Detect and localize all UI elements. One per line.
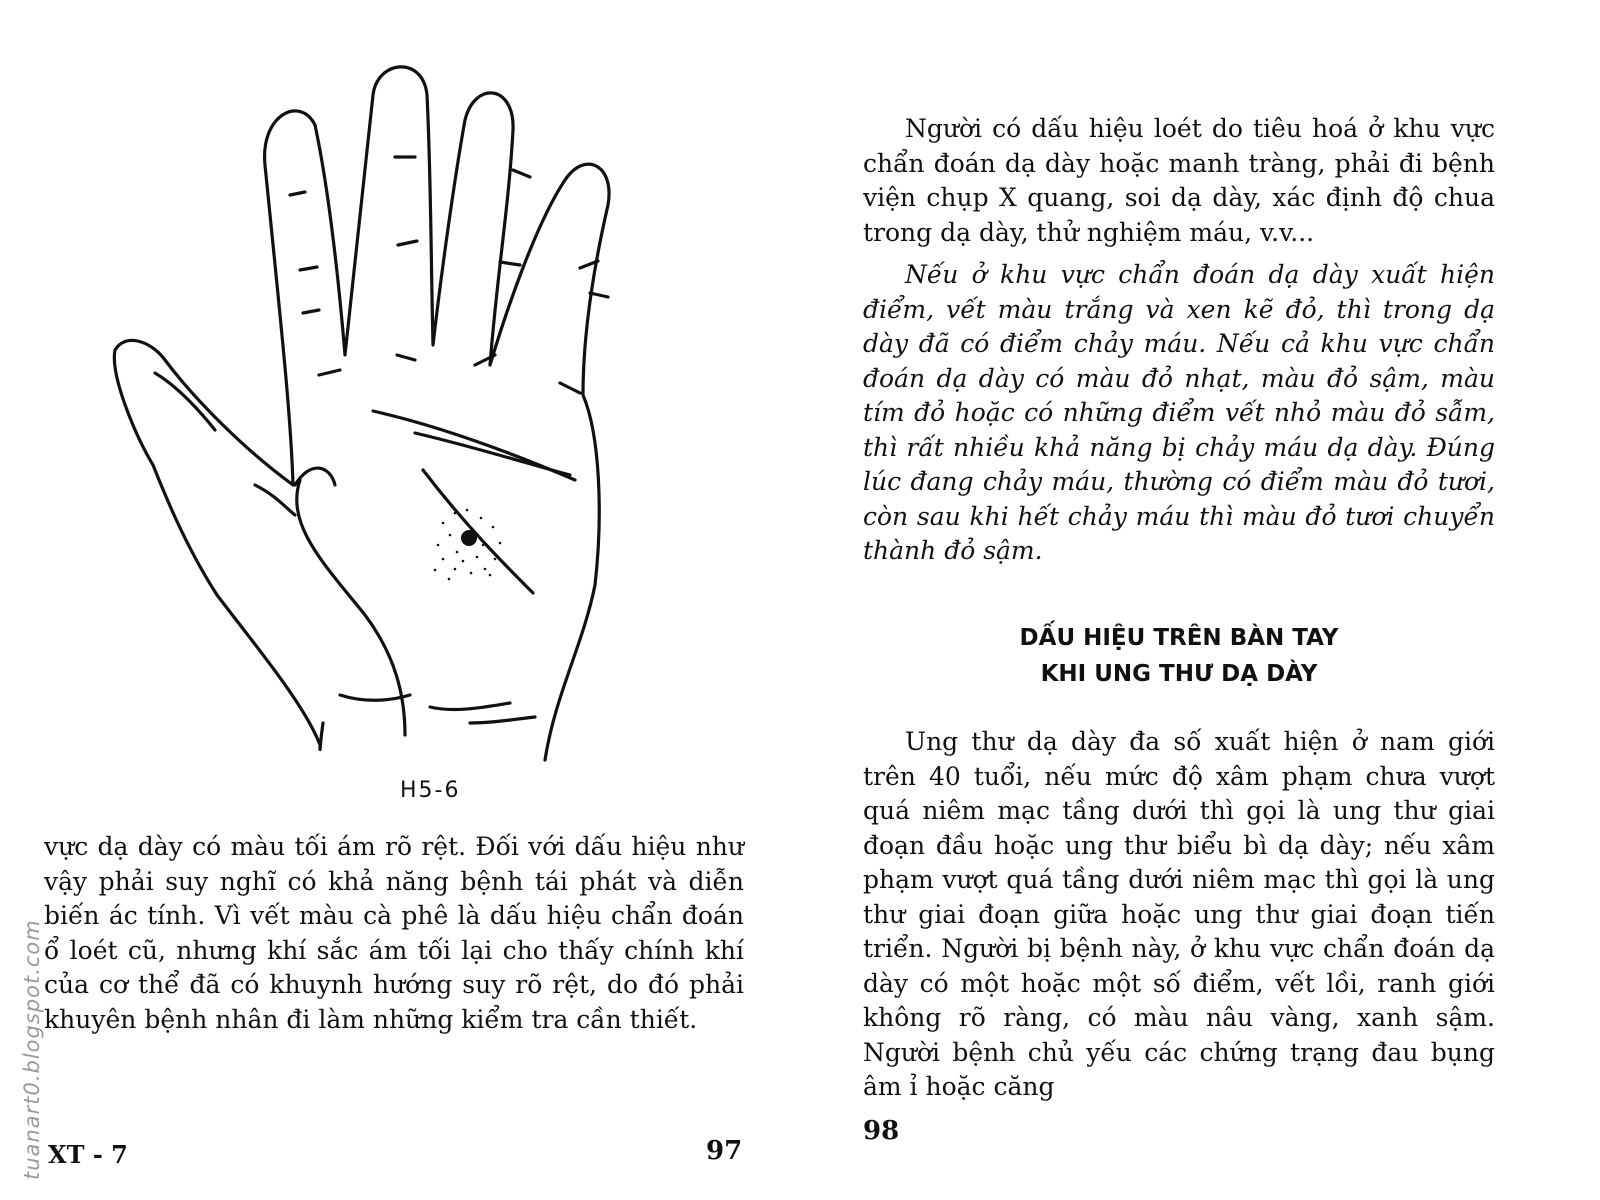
right-paragraph-3 xyxy=(863,725,1495,1105)
page-number: 97 xyxy=(706,1136,743,1166)
palm-diagram xyxy=(105,55,665,815)
body-text: vực dạ dày có màu tối ám rõ rệt. Đối với dấu hiệu như vậy phải suy nghĩ có khả năng bệnh tái phát và diễn biến ác tính. Vì vết màu cà phê là dấu hiệu chẩn đoán ổ loét cũ, nhưng khí sắc ám tối lại cho thấy chính khí của cơ thể đã có khuynh hướng suy rõ rệt, do đó phải khuyên bệnh nhân đi làm những kiểm tra cần thiết. xyxy=(44,832,744,1034)
heading-line-2: KHI UNG THƯ DẠ DÀY xyxy=(1040,661,1318,687)
right-paragraph-2 xyxy=(863,258,1495,569)
heading-line-1: DẤU HIỆU TRÊN BÀN TAY xyxy=(1019,625,1339,651)
figure-label: H5-6 xyxy=(400,778,461,803)
left-paragraph xyxy=(44,830,744,1037)
body-text: Ung thư dạ dày đa số xuất hiện ở nam giới trên 40 tuổi, nếu mức độ xâm phạm chưa vượt quá niêm mạc tầng dưới thì gọi là ung thư giai đoạn đầu hoặc ung thư biểu bì dạ dày; nếu xâm phạm vượt quá tầng dưới niêm mạc thì gọi là ung thư giai đoạn giữa hoặc ung thư giai đoạn tiến triển. Người bị bệnh này, ở khu vực chẩn đoán dạ dày có một hoặc một số điểm, vết lồi, ranh giới không rõ ràng, có màu nâu vàng, xanh sậm. Người bệnh chủ yếu các chứng trạng đau bụng âm ỉ hoặc căng xyxy=(863,727,1495,1101)
section-heading xyxy=(863,620,1495,692)
right-page xyxy=(800,0,1600,1200)
body-text-italic: Nếu ở khu vực chẩn đoán dạ dày xuất hiện điểm, vết màu trắng và xen kẽ đỏ, thì trong dạ dày đã có điểm chảy máu. Nếu cả khu vực chẩn đoán dạ dày có màu đỏ nhạt, màu đỏ sậm, màu tím đỏ hoặc có những điểm vết nhỏ màu đỏ sẫm, thì rất nhiều khả năng bị chảy máu dạ dày. Đúng lúc đang chảy máu, thường có điểm màu đỏ tươi, còn sau khi hết chảy máu thì màu đỏ tươi chuyển thành đỏ sậm. xyxy=(863,260,1495,565)
body-text: Người có dấu hiệu loét do tiêu hoá ở khu vực chẩn đoán dạ dày hoặc manh tràng, phải đi bệnh viện chụp X quang, soi dạ dày, xác định độ chua trong dạ dày, thử nghiệm máu, v.v... xyxy=(863,114,1495,247)
page-number: 98 xyxy=(863,1116,900,1146)
right-paragraph-1 xyxy=(863,112,1495,250)
palm-outline-icon xyxy=(105,55,665,815)
signature-code: XT - 7 xyxy=(48,1140,128,1169)
blog-watermark: tuanart0.blogspot.com xyxy=(20,919,44,1180)
